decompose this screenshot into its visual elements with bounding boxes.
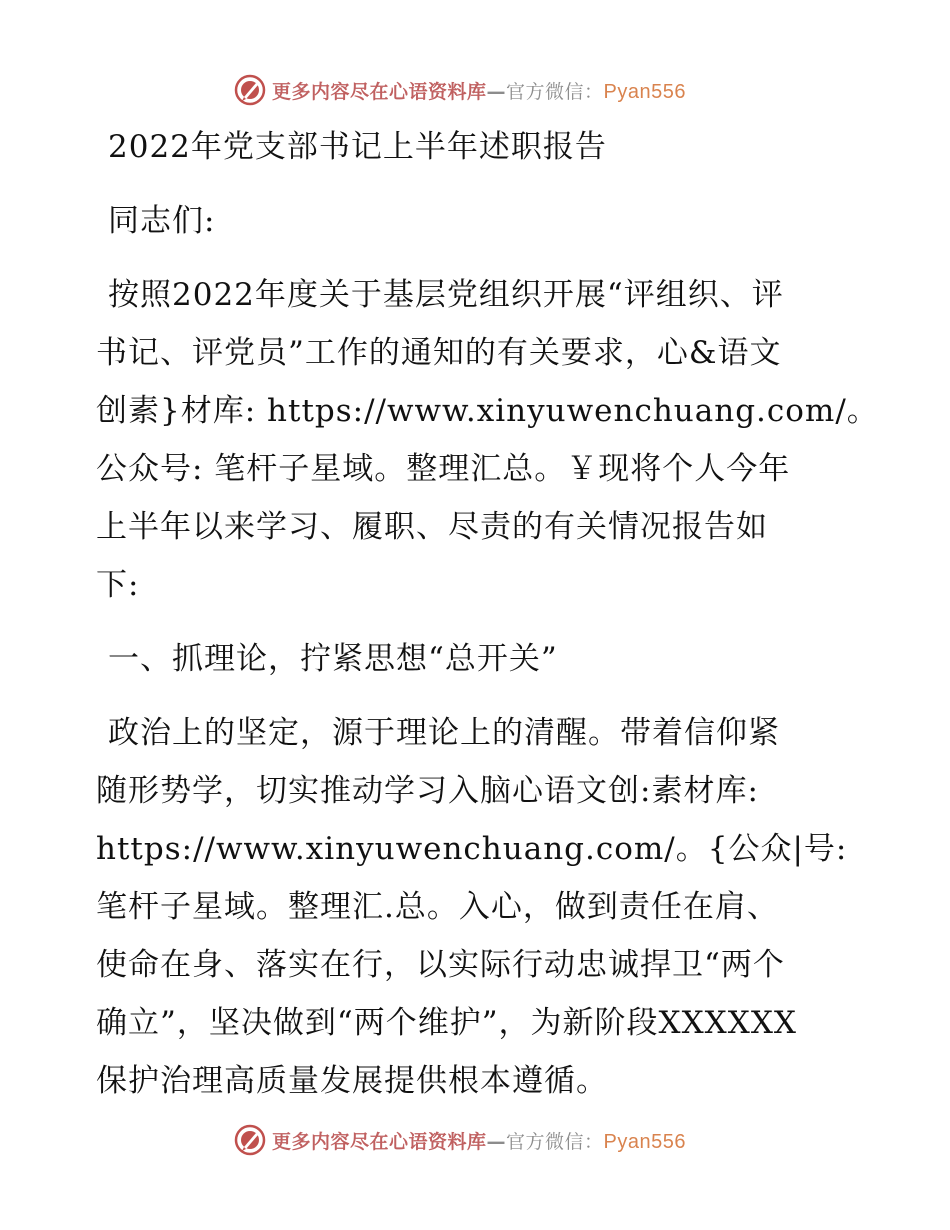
greeting: 同志们: [108, 203, 216, 239]
watermark-footer [234, 1122, 686, 1158]
section-heading-1 [96, 630, 866, 688]
watermark-header [234, 72, 686, 108]
paragraph-line: 按照2022年度关于基层党组织开展“评组织、评 [108, 277, 784, 313]
paragraph-line: 政治上的坚定，源于理论上的清醒。带着信仰紧 [108, 715, 780, 751]
paragraph-line: 随形势学，切实推动学习入脑心语文创:素材库: [96, 773, 759, 809]
pen-logo-icon [234, 1124, 266, 1156]
watermark-text: 更多内容尽在心语资料库—官方微信：Pyan556 [272, 1130, 686, 1153]
paragraph-line: 公众号: 笔杆子星域。整理汇总。￥现将个人今年 [96, 451, 791, 487]
section-heading: 一、抓理论，拧紧思想“总开关” [108, 641, 558, 677]
document-body [96, 118, 879, 1110]
paragraph-line: 使命在身、落实在行，以实际行动忠诚捍卫“两个 [96, 947, 785, 983]
paragraph-line: 笔杆子星域。整理汇.总。入心，做到责任在肩、 [96, 889, 779, 925]
paragraph-2 [96, 704, 866, 1110]
pen-logo-icon [234, 74, 266, 106]
paragraph-line: 确立”，坚决做到“两个维护”，为新阶段XXXXXX [96, 1005, 797, 1041]
paragraph-line: 保护治理高质量发展提供根本遵循。 [96, 1063, 608, 1099]
paragraph-line: 上半年以来学习、履职、尽责的有关情况报告如 [96, 509, 768, 545]
paragraph-line: 书记、评党员”工作的通知的有关要求，心&语文 [96, 335, 782, 371]
paragraph-line: https://www.xinyuwenchuang.com/。{公众|号: [96, 831, 848, 867]
paragraph-1 [96, 266, 879, 614]
paragraph-line: 创素}材库: https://www.xinyuwenchuang.com/。 [96, 393, 879, 429]
watermark-text: 更多内容尽在心语资料库—官方微信：Pyan556 [272, 80, 686, 103]
paragraph-line: 下: [96, 567, 140, 603]
doc-title: 2022年党支部书记上半年述职报告 [108, 129, 607, 165]
